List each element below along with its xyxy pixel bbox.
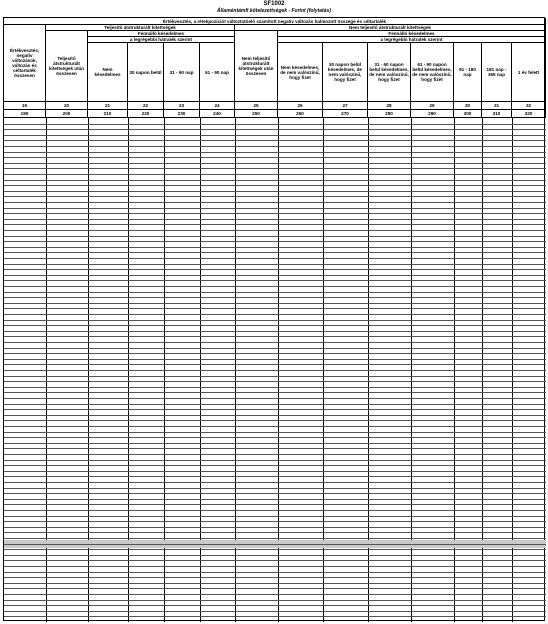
col-header-28: 31 - 60 napon belül késedelmes, de nem valószínű, hogy fizet [368,43,411,102]
table-row [4,348,546,349]
column-number: 29 [411,102,454,110]
column-number: 27 [323,102,368,110]
table-row [4,499,546,500]
col-header-24: 61 - 90 nap [200,43,235,102]
column-number: 28 [368,102,411,110]
table-row [4,224,546,225]
table-row [4,370,546,371]
table-row [4,236,546,237]
table-row [4,560,546,561]
table-row [4,320,546,321]
table-row [4,202,546,203]
sub-performing-days: a legrégebbi hátralék szerint [88,37,235,43]
table-row [4,196,546,197]
table-row [4,460,546,461]
table-row [4,208,546,209]
group-nonperforming: Nem teljesítő átstrukturált kitettségek [235,25,546,31]
row-code: 260 [278,110,323,118]
row-code: 320 [512,110,546,118]
table-row [4,264,546,265]
table-row [4,230,546,231]
table-row [4,538,546,539]
table-row [4,493,546,494]
table-row [4,454,546,455]
row-code: 270 [323,110,368,118]
table-row [4,314,546,315]
form-code: SF1002 [263,1,285,7]
header-impairment-total: Értékvesztés, a rétekpozíciót változtatóelő számított negatív változás halmozott összege és céltartalék [4,18,546,25]
table-row [4,583,546,584]
table-row [4,376,546,377]
table-row [4,488,546,489]
table-row [4,258,546,259]
column-number: 22 [128,102,164,110]
col-header-27: 30 napon belül késedelmes, de nem valószínű, hogy fizet [323,43,368,102]
table-row [4,392,546,393]
table-row [4,163,546,164]
col-header-25: Nem teljesítő átstrukturált kitettségek után összesen [235,31,278,102]
table-row [4,420,546,421]
table-row [4,476,546,477]
sub-nonperforming-late: Fennálló késedelmes [278,31,546,37]
table-row [4,549,546,550]
table-row [4,600,546,601]
table-row [4,152,546,153]
table-row [4,426,546,427]
col-header-21: Nem késedelmes [88,43,128,102]
table-row [4,336,546,337]
row-code: 290 [411,110,454,118]
table-row [4,275,546,276]
column-number: 31 [482,102,512,110]
table-row [4,146,546,147]
table-row [4,465,546,466]
table-row [4,555,546,556]
table-row [4,353,546,354]
table-row [4,292,546,293]
table-row [4,577,546,578]
table-row [4,516,546,517]
row-code: 220 [128,110,164,118]
col-header-22: 30 napon belül [128,43,164,102]
group-performing: Teljesítő átstrukturált kitettségek [46,25,235,31]
table-row [4,521,546,522]
table-row [4,482,546,483]
table-row [4,331,546,332]
row-code: 190 [4,110,46,118]
table-row [4,280,546,281]
table-row [4,572,546,573]
row-code: 230 [164,110,200,118]
table-row [4,303,546,304]
col-header-32: 1 év felett [512,43,546,102]
column-number: 20 [46,102,88,110]
table-row [4,605,546,606]
table-row [4,129,546,130]
col-header-26: Nem késedelmes, de nem valószínű, hogy fizet [278,43,323,102]
table-row [4,527,546,528]
form-subtitle: Államéntámfi kötelezettségek - Forint (folytatás) [217,8,331,14]
table-row [4,437,546,438]
col-header-20: Teljesítő átstrukturált kitettségek után összesen [46,31,88,102]
table-row [4,398,546,399]
table-row [4,471,546,472]
table-row [4,404,546,405]
table-row [4,387,546,388]
table-row [4,308,546,309]
table-row [4,364,546,365]
table-row [4,448,546,449]
table-row [4,611,546,612]
table-row [4,191,546,192]
table-row [4,510,546,511]
table-row [4,286,546,287]
column-number: 32 [512,102,546,110]
table-row [4,381,546,382]
table-row [4,594,546,595]
table-row [4,409,546,410]
data-table [3,17,545,621]
col-header-31: 181 nap - 365 nap [482,43,512,102]
row-code: 210 [88,110,128,118]
table-row [4,616,546,617]
col-header-19: Értékvesztés, negatív változások, változás és céltartalék összesen [4,25,46,102]
row-code: 250 [235,110,278,118]
column-number: 23 [164,102,200,110]
table-row [4,566,546,567]
column-number: 21 [88,102,128,110]
table-row [4,432,546,433]
row-code: 280 [368,110,411,118]
column-number: 26 [278,102,323,110]
table-row [4,241,546,242]
table-row [4,157,546,158]
table-row [4,140,546,141]
table-row [4,342,546,343]
sub-nonperforming-days: a legrégebbi hátralék szerint [278,37,546,43]
column-number: 19 [4,102,46,110]
table-row [4,415,546,416]
table-row [4,185,546,186]
table-row [4,252,546,253]
table-row [4,443,546,444]
row-code: 240 [200,110,235,118]
table-row [4,174,546,175]
table-row [4,213,546,214]
column-number: 24 [200,102,235,110]
table-row [4,532,546,533]
table-row [4,219,546,220]
table-row [4,297,546,298]
col-header-23: 31 - 60 nap [164,43,200,102]
table-row [4,247,546,248]
table-row [4,588,546,589]
table-row [4,544,546,545]
row-code: 300 [454,110,482,118]
row-code: 200 [46,110,88,118]
row-code: 310 [482,110,512,118]
column-number: 30 [454,102,482,110]
sub-performing-late: Fennálló késedelmes [88,31,235,37]
table-row [4,135,546,136]
table-row [4,359,546,360]
table-row [4,504,546,505]
col-header-29: 61 - 90 napon belül késedelmes, de nem valószínű, hogy fizet [411,43,454,102]
table-row [4,269,546,270]
col-header-30: 91 - 180 nap [454,43,482,102]
table-row [4,325,546,326]
table-row [4,180,546,181]
column-number: 25 [235,102,278,110]
table-row [4,124,546,125]
table-row [4,168,546,169]
